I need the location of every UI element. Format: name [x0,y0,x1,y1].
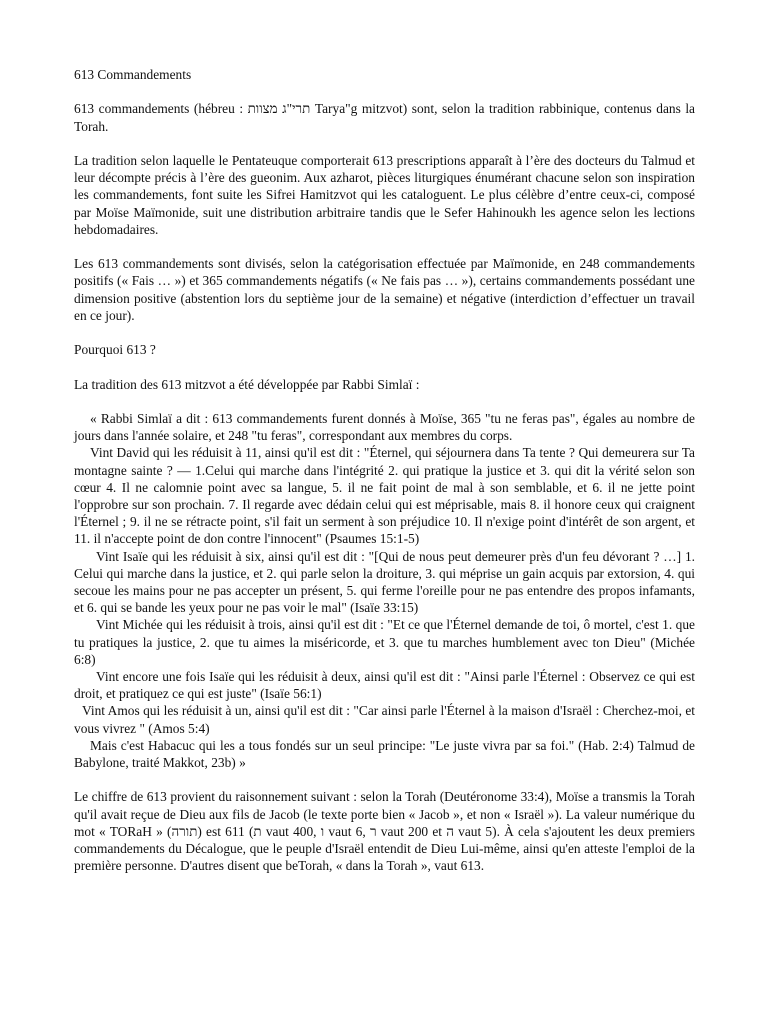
paragraph-tradition: La tradition selon laquelle le Pentateuque comporterait 613 prescriptions apparaît à l’ère des docteurs du Talmud et leur décompte précis à l’ère des gueonim. Aux azharot, pièces liturgiques énumérant chacune selon son inspiration les commandements, font suite les Sifrei Hamitzvot qui les cataloguent. Le plus célèbre d’entre ceux-ci, composé par Moïse Maïmonide, suit une distribution arbitraire tandis que le Sefer Hahinoukh les agence selon les lections hebdomadaires. [74,152,695,237]
quote-david: Vint David qui les réduisit à 11, ainsi qu'il est dit : "Éternel, qui séjournera dans Ta tente ? Qui demeurera sur Ta montagne sainte ? — 1.Celui qui marche dans l'intégrité 2. qui pratique la justice et 3. qui dit la vérité selon son cœur 4. Il ne calomnie point avec sa langue, 5. il ne fait point de mal à son semblable, et 6. il ne jette point l'opprobre sur son prochain. 7. Il regarde avec dédain celui qui est méprisable, mais 8. il honore ceux qui craignent l'Éternel ; 9. il ne se rétracte point, s'il fait un serment à son préjudice 10. Il n'exige point d'intérêt de son argent, et 11. il n'accepte point de don contre l'innocent" (Psaumes 15:1-5) [74,445,695,547]
quote-isaie-six: Vint Isaïe qui les réduisit à six, ainsi qu'il est dit : "[Qui de nous peut demeurer près d'un feu dévorant ? …] 1. Celui qui marche dans la justice, et 2. qui parle selon la droiture, 3. qui méprise un gain acquis par extorsion, 4. qui secoue les mains pour ne pas accepter un présent, 5. qui ferme l'oreille pour ne pas entendre des propos infamants, et 6. qui se bande les yeux pour ne pas voir le mal" (Isaïe 33:15) [74,548,695,616]
section-heading: Pourquoi 613 ? [74,342,156,358]
quote-lead: La tradition des 613 mitzvot a été développée par Rabbi Simlaï : [74,376,420,392]
quote-rabbi-simlai: « Rabbi Simlaï a dit : 613 commandements furent donnés à Moïse, 365 "tu ne feras pas", égales au nombre de jours dans l'année solaire, et 248 "tu feras", correspondant aux membres du corps. [74,410,695,444]
intro-paragraph: 613 commandements (hébreu : תרי"ג מצוות Tarya"g mitzvot) sont, selon la tradition rabbinique, contenus dans la Torah. [74,101,696,134]
quote-habacuc: Mais c'est Habacuc qui les a tous fondés sur un seul principe: "Le juste vivra par sa foi." (Hab. 2:4) Talmud de Babylone, traité Makkot, 23b) » [74,737,695,771]
quote-amos: Vint Amos qui les réduisit à un, ainsi qu'il est dit : "Car ainsi parle l'Éternel à la maison d'Israël : Cherchez-moi, et vous vivrez " (Amos 5:4) [74,703,695,736]
quote-michee: Vint Michée qui les réduisit à trois, ainsi qu'il est dit : "Et ce que l'Éternel demande de toi, ô mortel, c'est 1. que tu pratiques la justice, 2. que tu aimes la miséricorde, et 3. que tu marches humblement avec ton Dieu" (Michée 6:8) [74,617,695,667]
document-title: 613 Commandements [74,67,192,82]
quote-isaie-deux: Vint encore une fois Isaïe qui les réduisit à deux, ainsi qu'il est dit : "Ainsi parle l'Éternel : Observez ce qui est droit, et pratiquez ce qui est juste" (Isaïe 56:1) [74,669,695,702]
document-page [74,66,695,874]
quotation-block [74,410,695,771]
paragraph-division: Les 613 commandements sont divisés, selon la catégorisation effectuée par Maïmonide, en 248 commandements positifs (« Fais … ») et 365 commandements négatifs (« Ne fais pas … »), certains commandements possédant une dimension positive (abstention lors du septième jour de la semaine) et négative (interdiction d’effectuer un travail en ce jour). [74,256,695,323]
paragraph-calculation: Le chiffre de 613 provient du raisonnement suivant : selon la Torah (Deutéronome 33:4), Moïse a transmis la Torah qu'il avait reçue de Dieu aux fils de Jacob (le texte porte bien « Jacob », et non « Israël »). La valeur numérique du mot « TORaH » (תורה) est 611 (ת vaut 400, ו vaut 6, ר vaut 200 et ה vaut 5). À cela s'ajoutent les deux premiers commandements du Décalogue, que le peuple d'Israël entendit de Dieu Lui-même, ainsi qu'en atteste l'emploi de la première personne. D'autres disent que beTorah, « dans la Torah », vaut 613. [74,789,696,874]
